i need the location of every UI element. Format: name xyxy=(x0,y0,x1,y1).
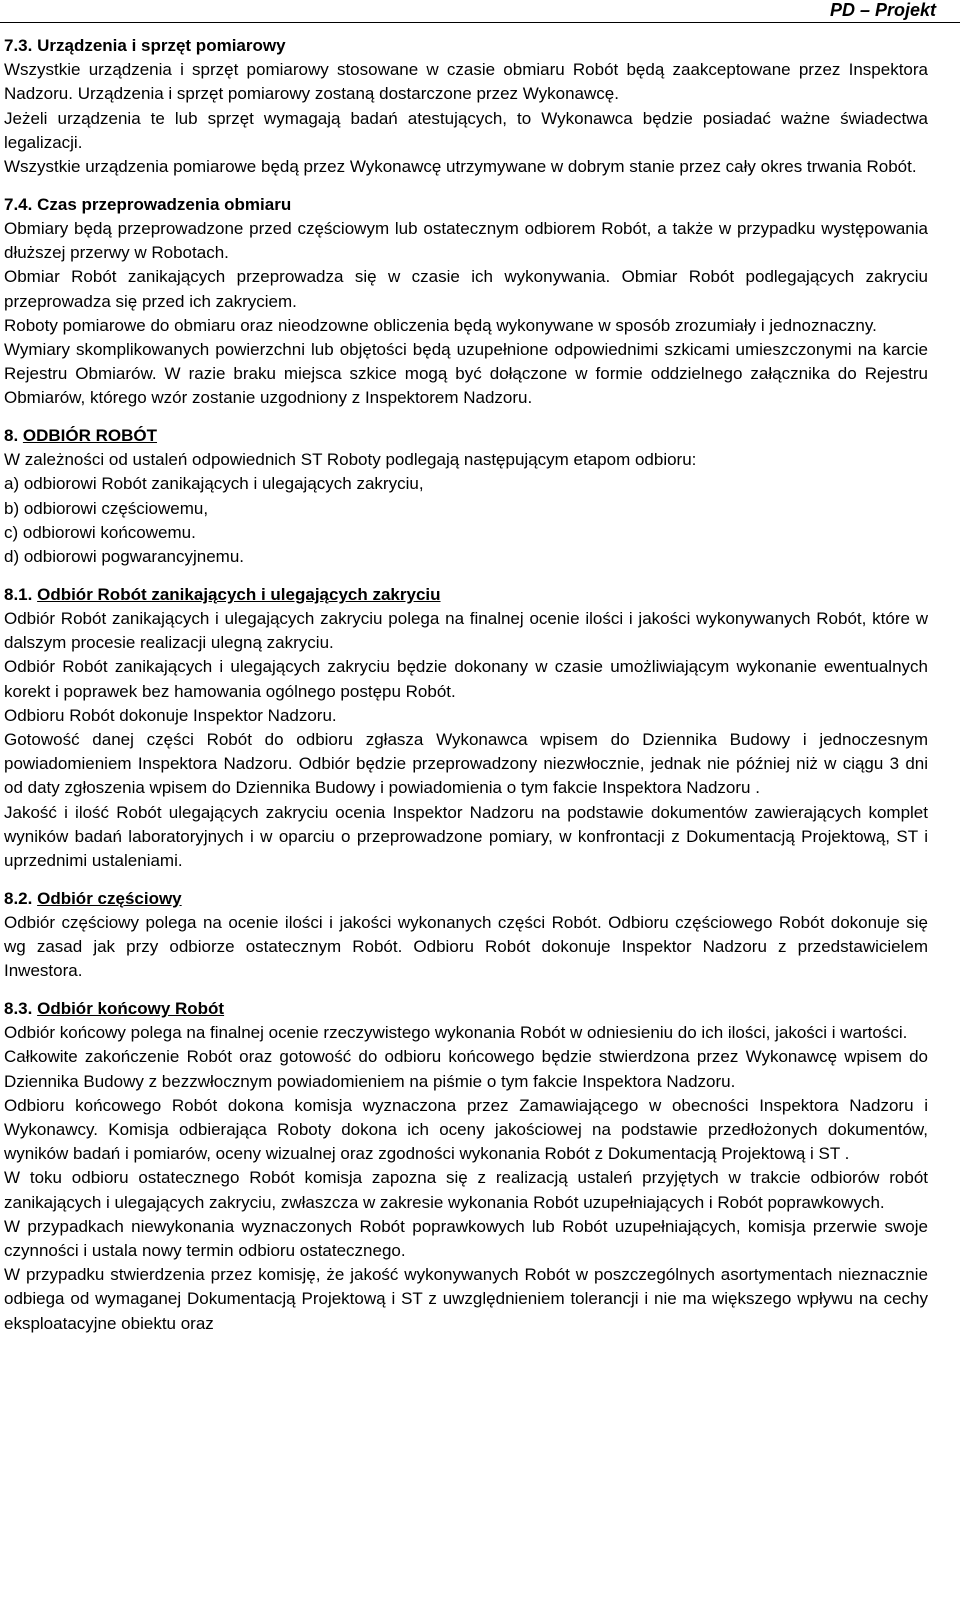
paragraph: Jakość i ilość Robót ulegających zakryciu ocenia Inspektor Nadzoru na podstawie dokumentów zawierających komplet wyników badań laboratoryjnych i w oparciu o przeprowadzone pomiary, w konfrontacji z Dokumentacją Projektową, ST i uprzednimi ustaleniami. xyxy=(4,802,928,870)
section-heading xyxy=(4,887,928,911)
section-heading xyxy=(4,193,928,217)
section-heading xyxy=(4,34,928,58)
paragraph: W przypadku stwierdzenia przez komisję, że jakość wykonywanych Robót w poszczególnych asortymentach nieznacznie odbiega od wymaganej Dokumentacją Projektową i ST z uwzględnieniem tolerancji i nie ma większego wpływu na cechy eksploatacyjne obiektu oraz xyxy=(4,1265,928,1333)
section xyxy=(4,193,928,411)
paragraph: Jeżeli urządzenia te lub sprzęt wymagają badań atestujących, to Wykonawca będzie posiadać ważne świadectwa legalizacji. xyxy=(4,108,928,152)
document-body xyxy=(4,34,928,1349)
section-title: Odbiór Robót zanikających i ulegających zakryciu xyxy=(37,584,441,604)
paragraph: a) odbiorowi Robót zanikających i ulegających zakryciu, xyxy=(4,474,424,494)
paragraph: Roboty pomiarowe do obmiaru oraz nieodzowne obliczenia będą wykonywane w sposób zrozumiały i jednoznaczny. xyxy=(4,315,877,335)
section xyxy=(4,997,928,1336)
paragraph: Wymiary skomplikowanych powierzchni lub objętości będą uzupełnione odpowiednimi szkicami umieszczonymi na karcie Rejestru Obmiarów. W razie braku miejsca szkice mogą być dołączone w formie oddzielnego załącznika do Rejestru Obmiarów, którego wzór zostanie uzgodniony z Inspektorem Nadzoru. xyxy=(4,339,928,408)
paragraph: Obmiary będą przeprowadzone przed częściowym lub ostatecznym odbiorem Robót, a także w przypadku występowania dłuższej przerwy w Robotach. xyxy=(4,218,928,263)
paragraph: Obmiar Robót zanikających przeprowadza się w czasie ich wykonywania. Obmiar Robót podlegających zakryciu przeprowadza się przed ich zakryciem. xyxy=(4,267,928,311)
section-number: 8.3. xyxy=(4,999,38,1019)
paragraph: Gotowość danej części Robót do odbioru zgłasza Wykonawca wpisem do Dziennika Budowy i jednoczesnym powiadomieniem Inspektora Nadzoru. Odbiór będzie przeprowadzony niezwłocznie, jednak nie później niż w ciągu 3 dni od daty zgłoszenia wpisem do Dziennika Budowy i powiadomienia o tym fakcie Inspektora Nadzoru . xyxy=(4,729,928,798)
section-number: 7.3. xyxy=(4,36,38,55)
section-number: 8.1. xyxy=(4,584,38,604)
paragraph: Odbiór końcowy polega na finalnej ocenie rzeczywistego wykonania Robót w odniesieniu do ich ilości, jakości i wartości. xyxy=(4,1023,908,1043)
paragraph: W toku odbioru ostatecznego Robót komisja zapozna się z realizacją ustaleń przyjętych w trakcie odbiorów robót zanikających i ulegających zakryciu, zwłaszcza w zakresie wykonania Robót uzupełniających i Robót poprawkowych. xyxy=(4,1168,928,1212)
paragraph: W przypadkach niewykonania wyznaczonych Robót poprawkowych lub Robót uzupełniających, komisja przerwie swoje czynności i ustala nowy termin odbioru ostatecznego. xyxy=(4,1216,928,1261)
section xyxy=(4,424,928,569)
paragraph: Odbiór częściowy polega na ocenie ilości i jakości wykonanych części Robót. Odbioru częściowego Robót dokonuje się wg zasad jak przy odbiorze ostatecznym Robót. Odbioru Robót dokonuje Inspektor Nadzoru z przedstawicielem Inwestora. xyxy=(4,912,928,981)
section xyxy=(4,34,928,179)
paragraph: Odbiór Robót zanikających i ulegających zakryciu będzie dokonany w czasie umożliwiającym wykonanie ewentualnych korekt i poprawek bez hamowania ogólnego postępu Robót. xyxy=(4,657,928,701)
section-title: Odbiór częściowy xyxy=(37,888,182,908)
section-title: Urządzenia i sprzęt pomiarowy xyxy=(37,36,286,55)
paragraph: Wszystkie urządzenia i sprzęt pomiarowy stosowane w czasie obmiaru Robót będą zaakceptowane przez Inspektora Nadzoru. Urządzenia i sprzęt pomiarowy zostaną dostarczone przez Wykonawcę. xyxy=(4,60,928,104)
section-heading xyxy=(4,583,928,607)
paragraph: b) odbiorowi częściowemu, xyxy=(4,498,209,518)
section-number: 7.4. xyxy=(4,194,38,214)
document-header-label: PD – Projekt xyxy=(829,0,936,20)
paragraph: d) odbiorowi pogwarancyjnemu. xyxy=(4,547,245,567)
header-rule xyxy=(0,22,960,23)
section-number: 8.2. xyxy=(4,888,38,908)
paragraph: W zależności od ustaleń odpowiednich ST Roboty podlegają następującym etapom odbioru: xyxy=(4,450,697,470)
section-title: Czas przeprowadzenia obmiaru xyxy=(37,194,292,214)
paragraph: Odbioru Robót dokonuje Inspektor Nadzoru. xyxy=(4,705,337,725)
section-title: ODBIÓR ROBÓT xyxy=(22,426,158,446)
paragraph: Odbiór Robót zanikających i ulegających zakryciu polega na finalnej ocenie ilości i jakości wykonywanych Robót, które w dalszym procesie realizacji ulegną zakryciu. xyxy=(4,608,928,653)
paragraph: Odbioru końcowego Robót dokona komisja wyznaczona przez Zamawiającego w obecności Inspektora Nadzoru i Wykonawcy. Komisja odbierająca Roboty dokona ich oceny jakościowej na podstawie przedłożonych dokumentów, wyników badań i pomiarów, oceny wizualnej oraz zgodności wykonania Robót z Dokumentacją Projektową i ST . xyxy=(4,1095,928,1164)
section-number: 8. xyxy=(4,426,23,446)
paragraph: Całkowite zakończenie Robót oraz gotowość do odbioru końcowego będzie stwierdzona przez Wykonawcę wpisem do Dziennika Budowy z bezzwłocznym powiadomieniem na piśmie o tym fakcie Inspektora Nadzoru. xyxy=(4,1047,928,1091)
section-heading xyxy=(4,997,928,1021)
section xyxy=(4,887,928,984)
section-title: Odbiór końcowy Robót xyxy=(37,999,225,1019)
paragraph: Wszystkie urządzenia pomiarowe będą przez Wykonawcę utrzymywane w dobrym stanie przez cały okres trwania Robót. xyxy=(4,157,917,177)
section-heading xyxy=(4,424,928,448)
section xyxy=(4,583,928,873)
paragraph: c) odbiorowi końcowemu. xyxy=(4,522,196,542)
